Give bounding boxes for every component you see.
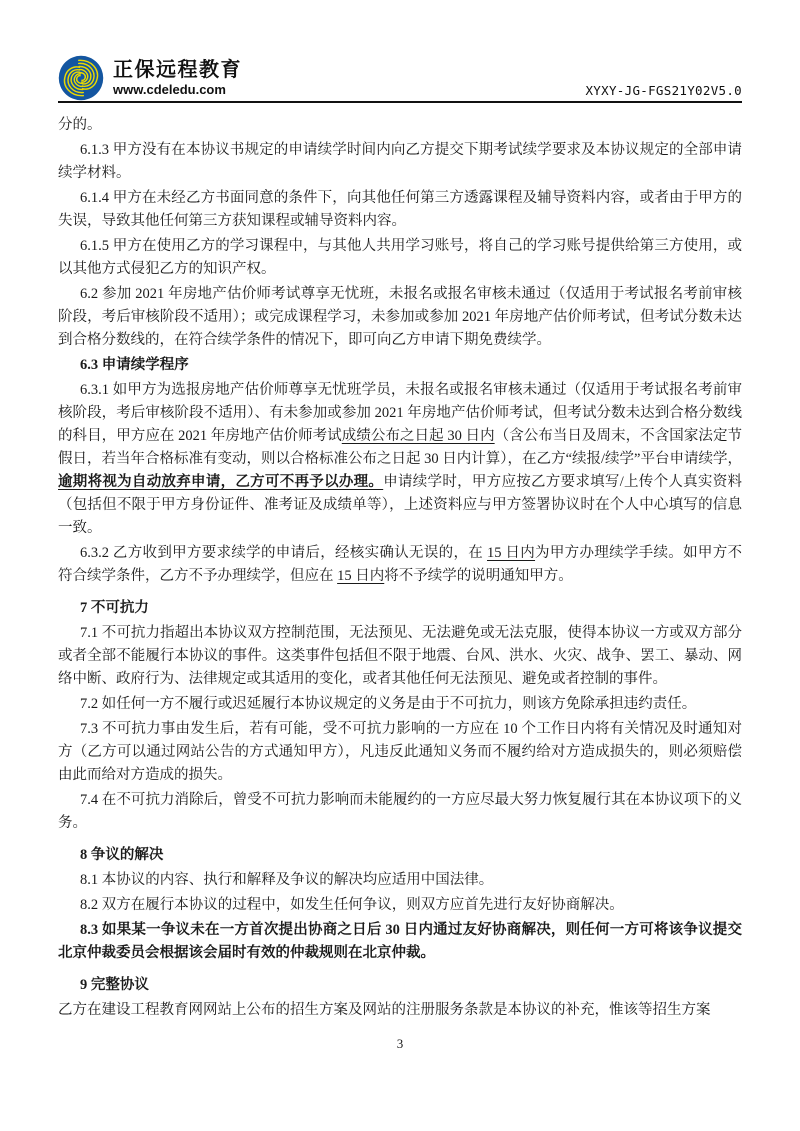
paragraph [58, 894, 742, 917]
brand-name: 正保远程教育 [113, 58, 242, 81]
text-segment: 6.1.3 甲方没有在本协议书规定的申请续学时间内向乙方提交下期考试续学要求及本协议规定的全部申请续学材料。 [58, 142, 742, 181]
paragraph [58, 622, 742, 691]
paragraph [58, 379, 742, 540]
text-segment: 6.1.4 甲方在未经乙方书面同意的条件下，向其他任何第三方透露课程及辅导资料内容，或者由于甲方的失误，导致其他任何第三方获知课程或辅导资料内容。 [58, 190, 742, 229]
company-logo [58, 55, 242, 101]
page-header [58, 0, 742, 103]
paragraph [58, 114, 742, 137]
paragraph [58, 869, 742, 892]
text-segment: 15 日内 [337, 568, 385, 584]
paragraph [58, 139, 742, 185]
text-segment: （含公布当日及周末，不含国家法定节假日，若当年合格标准有变动，则以合格标准公布之日起 30 日内计算），在乙方“续报/续学”平台申请续学， [58, 428, 743, 467]
text-segment: 7.1 不可抗力指超出本协议双方控制范围，无法预见、无法避免或无法克服，使得本协议一方或双方部分或者全部不能履行本协议的事件。这类事件包括但不限于地震、台风、洪水、火灾、战争、罢工、暴动、网络中断、政府行为、法律规定或其适用的变化，或者其他任何无法预见、避免或者控制的事件。 [58, 625, 742, 687]
text-segment: 成绩公布之日起 30 日内 [341, 428, 495, 444]
paragraph [58, 542, 742, 588]
text-segment: 将不予续学的说明通知甲方。 [384, 568, 573, 584]
paragraph [58, 999, 742, 1022]
page-number: 3 [396, 1036, 404, 1051]
text-segment: 分的。 [58, 117, 102, 133]
text-segment: 7.4 在不可抗力消除后，曾受不可抗力影响而未能履约的一方应尽最大努力恢复履行其在本协议项下的义务。 [58, 792, 742, 831]
text-segment: 6.3.1 如甲方为选报房地产估价师尊享无忧班学员，未报名或报名审核未通过（仅适用于考试报名考前审核阶段，考后审核阶段不适用）、有未参加或参加 2021 年房地产估价师考试，但考试分数未达到合格分数线的科目，甲方应在 2021 年房地产估价师考试 [58, 382, 742, 444]
text-segment: 8.1 本协议的内容、执行和解释及争议的解决均应适用中国法律。 [80, 872, 494, 888]
text-segment: 8.2 双方在履行本协议的过程中，如发生任何争议，则双方应首先进行友好协商解决。 [80, 897, 624, 913]
section-heading [58, 597, 742, 620]
text-segment: 7 不可抗力 [80, 600, 149, 616]
paragraph [58, 919, 742, 965]
text-segment: 15 日内 [487, 545, 536, 561]
text-segment: 乙方在建设工程教育网网站上公布的招生方案及网站的注册服务条款是本协议的补充，惟该等招生方案 [58, 1002, 711, 1018]
paragraph [58, 283, 742, 352]
paragraph [58, 235, 742, 281]
logo-swirl-icon [58, 55, 104, 101]
text-segment: 申请续学时，甲方应按乙方要求填写/上传个人真实资料（包括但不限于甲方身份证件、准考证及成绩单等），上述资料应与甲方签署协议时在个人中心填写的信息一致。 [58, 474, 742, 536]
paragraph [58, 789, 742, 835]
section-heading [58, 844, 742, 867]
section-heading [58, 354, 742, 377]
section-heading [58, 974, 742, 997]
paragraph [58, 718, 742, 787]
text-segment: 6.3.2 乙方收到甲方要求续学的申请后，经核实确认无误的，在 [80, 545, 487, 561]
text-segment: 7.2 如任何一方不履行或迟延履行本协议规定的义务是由于不可抗力，则该方免除承担违约责任。 [80, 696, 697, 712]
document-code: XYXY-JG-FGS21Y02V5.0 [585, 83, 742, 98]
document-body [58, 114, 742, 1022]
text-segment: 6.1.5 甲方在使用乙方的学习课程中，与其他人共用学习账号，将自己的学习账号提供给第三方使用，或以其他方式侵犯乙方的知识产权。 [58, 238, 742, 277]
text-segment: 8 争议的解决 [80, 847, 164, 863]
brand-url: www.cdeledu.com [113, 81, 226, 97]
text-segment: 逾期将视为自动放弃申请，乙方可不再予以办理。 [58, 474, 384, 490]
paragraph [58, 693, 742, 716]
text-segment: 为甲方办理续学手续。如甲方不符合续学条件，乙方不予办理续学，但应在 [58, 545, 743, 584]
text-segment: 6.2 参加 2021 年房地产估价师考试尊享无忧班，未报名或报名审核未通过（仅适用于考试报名考前审核阶段，考后审核阶段不适用）；或完成课程学习，未参加或参加 2021 年房地产估价师考试，但考试分数未达到合格分数线的，在符合续学条件的情况下，即可向乙方申请下期免费续学。 [58, 286, 742, 348]
text-segment: 8.3 如果某一争议未在一方首次提出协商之日后 30 日内通过友好协商解决，则任何一方可将该争议提交北京仲裁委员会根据该会届时有效的仲裁规则在北京仲裁。 [58, 922, 742, 961]
paragraph [58, 187, 742, 233]
brand-text [113, 59, 242, 97]
text-segment: 7.3 不可抗力事由发生后，若有可能，受不可抗力影响的一方应在 10 个工作日内将有关情况及时通知对方（乙方可以通过网站公告的方式通知甲方），凡违反此通知义务而不履约给对方造成损失的，则必须赔偿由此而给对方造成的损失。 [58, 721, 742, 783]
text-segment: 6.3 申请续学程序 [80, 357, 189, 373]
text-segment: 9 完整协议 [80, 977, 149, 993]
